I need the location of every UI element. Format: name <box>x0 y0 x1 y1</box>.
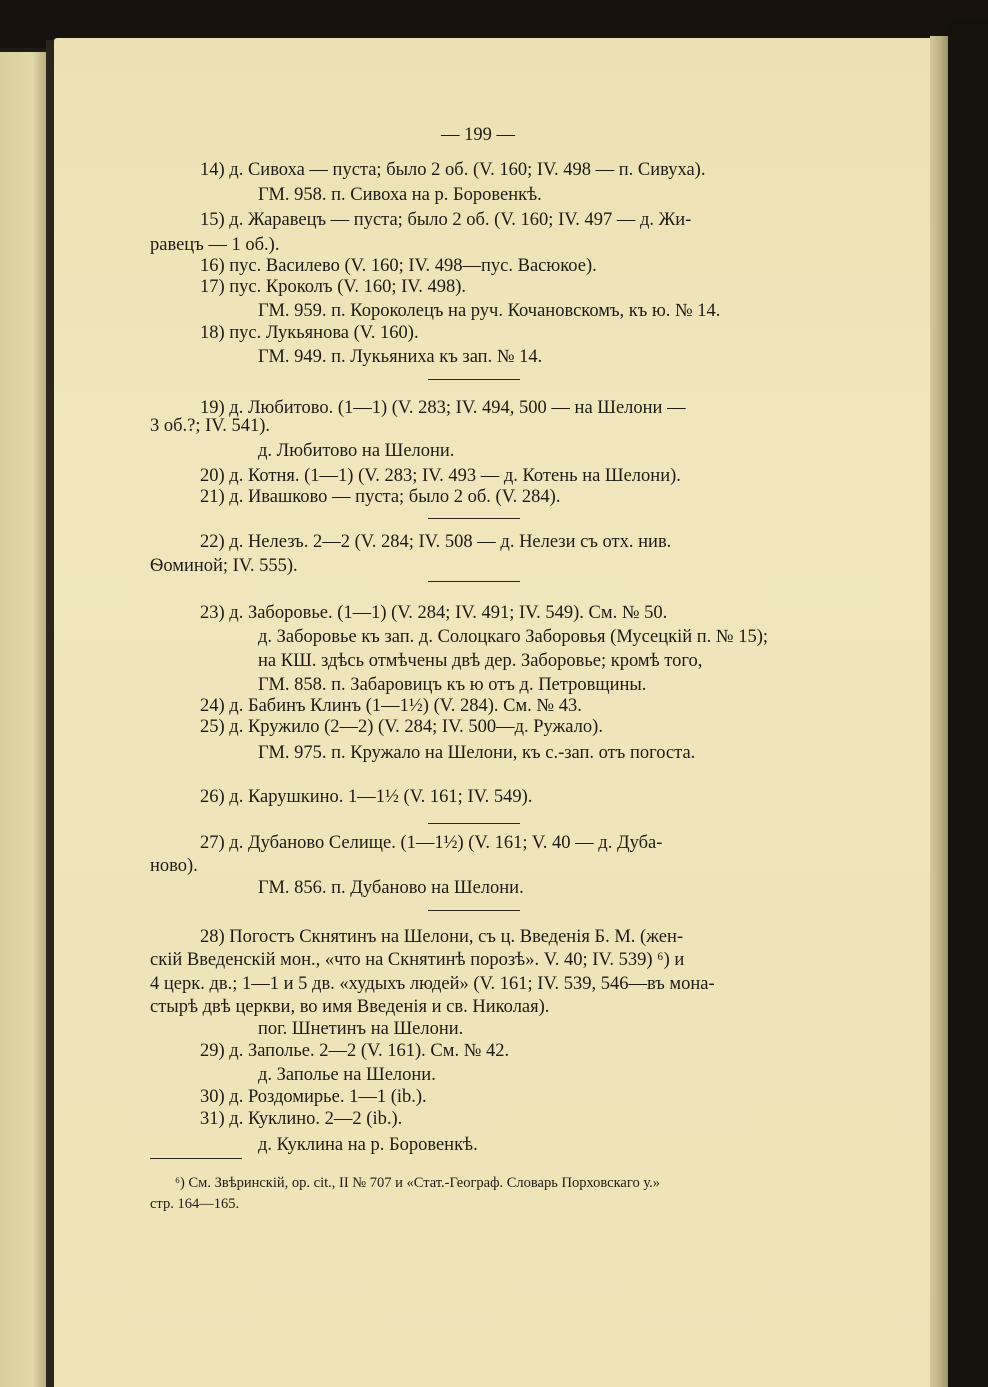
footnote-rule <box>150 1158 242 1159</box>
entry-line: 19) д. Любитово. (1—1) (V. 283; IV. 494, 500 — на Шелони — <box>200 398 686 418</box>
entry-line: д. Заполье на Шелони. <box>258 1065 436 1085</box>
entry-line: 24) д. Бабинъ Клинъ (1—1½) (V. 284). См. № 43. <box>200 696 582 716</box>
entry-line: ГМ. 856. п. Дубаново на Шелони. <box>258 878 524 898</box>
entry-line: 27) д. Дубаново Селище. (1—1½) (V. 161; V. 40 — д. Дуба- <box>200 833 663 853</box>
entry-line: 28) Погостъ Скнятинъ на Шелони, съ ц. Введенія Б. М. (жен- <box>200 927 684 947</box>
entry-line: ГМ. 858. п. Забаровицъ къ ю отъ д. Петровщины. <box>258 675 647 695</box>
entry-line: 31) д. Куклино. 2—2 (ib.). <box>200 1109 403 1129</box>
entry-line: д. Заборовье къ зап. д. Солоцкаго Заборовья (Мусецкій п. № 15); <box>258 627 769 647</box>
entry-line: 30) д. Роздомирье. 1—1 (ib.). <box>200 1087 427 1107</box>
entry-line: ново). <box>150 856 198 876</box>
section-rule <box>428 379 520 380</box>
entry-line: 14) д. Сивоха — пуста; было 2 об. (V. 160; IV. 498 — п. Сивуха). <box>200 160 706 180</box>
entry-line: равецъ — 1 об.). <box>150 235 280 255</box>
entry-line: 17) пус. Кроколъ (V. 160; IV. 498). <box>200 277 467 297</box>
page-number: — 199 — <box>441 125 515 145</box>
entry-line: 22) д. Нелезъ. 2—2 (V. 284; IV. 508 — д. Нелези съ отх. нив. <box>200 532 672 552</box>
entry-line: 29) д. Заполье. 2—2 (V. 161). См. № 42. <box>200 1041 510 1061</box>
entry-line: 4 церк. дв.; 1—1 и 5 дв. «худыхъ людей» (V. 161; IV. 539, 546—въ мона- <box>150 974 715 994</box>
entry-line: 26) д. Карушкино. 1—1½ (V. 161; IV. 549). <box>200 787 533 807</box>
section-rule <box>428 581 520 582</box>
entry-line: скій Введенскій мон., «что на Скнятинѣ порозѣ». V. 40; IV. 539) ⁶) и <box>150 950 685 970</box>
footnote-line: ⁶) См. Звѣринскій, op. cit., II № 707 и «Стат.-Географ. Словарь Порховскаго у.» <box>175 1175 660 1191</box>
entry-line: 21) д. Ивашково — пуста; было 2 об. (V. 284). <box>200 487 561 507</box>
entry-line: Ѳоминой; IV. 555). <box>150 556 298 576</box>
entry-line: 25) д. Кружило (2—2) (V. 284; IV. 500—д. Ружало). <box>200 717 603 737</box>
entry-line: ГМ. 959. п. Короколецъ на руч. Кочановскомъ, къ ю. № 14. <box>258 301 721 321</box>
entry-line: 15) д. Жаравецъ — пуста; было 2 об. (V. 160; IV. 497 — д. Жи- <box>200 210 692 230</box>
entry-line: на КШ. здѣсь отмѣчены двѣ дер. Заборовье; кромѣ того, <box>258 651 703 671</box>
entry-line: 3 об.?; IV. 541). <box>150 416 271 436</box>
section-rule <box>428 823 520 824</box>
section-rule <box>428 910 520 911</box>
entry-line: ГМ. 958. п. Сивоха на р. Боровенкѣ. <box>258 185 542 205</box>
entry-line: стырѣ двѣ церкви, во имя Введенія и св. Николая). <box>150 997 550 1017</box>
entry-line: ГМ. 975. п. Кружало на Шелони, къ с.-зап. отъ погоста. <box>258 743 696 763</box>
entry-line: д. Любитово на Шелони. <box>258 441 455 461</box>
entry-line: 16) пус. Василево (V. 160; IV. 498—пус. Васюкое). <box>200 256 597 276</box>
entry-line: ГМ. 949. п. Лукьяниха къ зап. № 14. <box>258 347 543 367</box>
entry-line: 18) пус. Лукьянова (V. 160). <box>200 323 419 343</box>
entry-line: д. Куклина на р. Боровенкѣ. <box>258 1135 478 1155</box>
section-rule <box>428 518 520 519</box>
entry-line: пог. Шнетинъ на Шелони. <box>258 1019 464 1039</box>
footnote-line: стр. 164—165. <box>150 1196 240 1212</box>
entry-line: 23) д. Заборовье. (1—1) (V. 284; IV. 491; IV. 549). См. № 50. <box>200 603 668 623</box>
entry-line: 20) д. Котня. (1—1) (V. 283; IV. 493 — д. Котень на Шелони). <box>200 466 681 486</box>
